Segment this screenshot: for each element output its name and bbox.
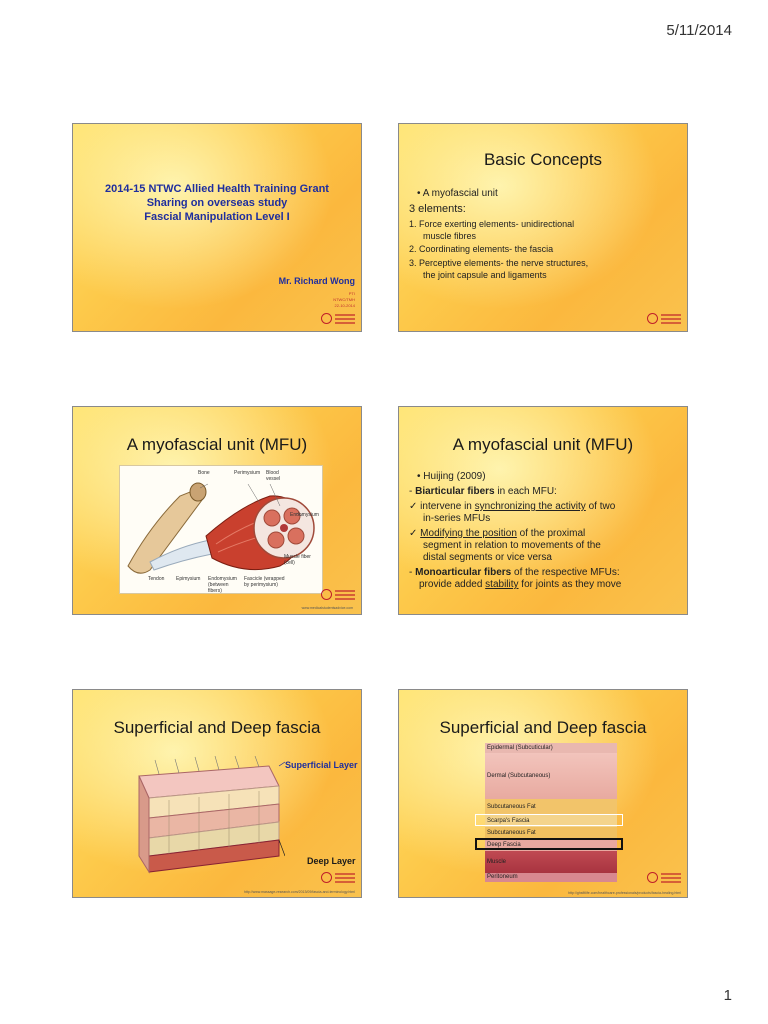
- slide-3-mfu-diagram: [72, 406, 362, 615]
- layer-epidermal: Epidermal (Subcuticular): [485, 743, 617, 753]
- slide-4-check-1: ✓ intervene in synchronizing the activity of two in-series MFUs: [409, 501, 616, 524]
- hospital-logo-icon: [647, 312, 681, 326]
- slide-4-content: [409, 471, 677, 594]
- slide-1-date: 22-10-2014: [334, 303, 355, 308]
- slide-1-line-1: 2014-15 NTWC Allied Health Training Grant: [105, 183, 329, 195]
- tissue-layers-illustration: [485, 743, 617, 882]
- slide-4-biarticular: - Biarticular fibers in each MFU:: [409, 486, 557, 497]
- layer-subcutaneous-fat-2: Subcutaneous Fat: [485, 827, 617, 839]
- slide-2-item-3: 3. Perceptive elements- the nerve structures, the joint capsule and ligaments: [409, 258, 589, 280]
- layer-deep-fascia: Deep Fascia: [485, 839, 617, 851]
- label-blood-vessel: Blood vessel: [266, 470, 281, 482]
- slide-2-item-1: 1. Force exerting elements- unidirectional muscle fibres: [409, 219, 575, 241]
- hospital-logo-icon: [321, 871, 355, 885]
- slide-1-title: [72, 123, 362, 332]
- layer-muscle: Muscle: [485, 851, 617, 873]
- slide-5-title: Superficial and Deep fascia: [113, 718, 321, 737]
- label-tendon: Tendon: [148, 576, 165, 582]
- slide-2-basic-concepts: [398, 123, 688, 332]
- muscle-anatomy-illustration: [119, 465, 323, 594]
- label-endomysium-right: Endomysium: [290, 512, 319, 518]
- label-epimysium: Epimysium: [176, 576, 201, 582]
- scarpas-highlight-box: [475, 814, 623, 826]
- layer-peritoneum: Peritoneum: [485, 873, 617, 882]
- slide-4-mfu-text: [398, 406, 688, 615]
- slide-2-sub: 3 elements:: [409, 203, 466, 215]
- label-bone: Bone: [198, 470, 210, 476]
- layer-scarpas-fascia: Scarpa's Fascia: [485, 815, 617, 827]
- deep-fascia-highlight-box: [475, 838, 623, 850]
- slide-3-title: A myofascial unit (MFU): [126, 435, 308, 454]
- slide-4-check-2: ✓ Modifying the position of the proximal segment in relation to movements of the distal segments or vice versa: [409, 528, 601, 563]
- label-endomysium-between: Endomysium (between fibers): [208, 576, 237, 594]
- slide-1-dept: NTWC/TMH: [333, 297, 355, 302]
- slide-6-source: http://ghsfitlife.com/healthcare-professionals/products/fascia-healing.html: [568, 891, 681, 895]
- slide-1-line-2: Sharing on overseas study: [146, 197, 288, 209]
- slide-5-source: http://www.massage-research.com/2013/09/fascia-and-terminology.html: [243, 890, 355, 894]
- hospital-logo-icon: [647, 871, 681, 885]
- superficial-layer-label: Superficial Layer: [285, 760, 358, 770]
- slide-4-title: A myofascial unit (MFU): [452, 435, 634, 454]
- deep-layer-label: Deep Layer: [307, 856, 356, 866]
- layer-dermal: Dermal (Subcutaneous): [485, 753, 617, 799]
- slide-1-heading: [73, 182, 361, 224]
- slide-4-huijing: • Huijing (2009): [417, 471, 486, 482]
- muscle-anatomy-drawing: [120, 466, 322, 593]
- label-perimysium: Perimysium: [234, 470, 261, 476]
- slide-2-bullet: • A myofascial unit: [417, 188, 498, 199]
- slide-6-title: Superficial and Deep fascia: [439, 718, 647, 737]
- slide-3-source: www.medicalstudentsadvice.com: [301, 606, 353, 610]
- hospital-logo-icon: [321, 312, 355, 326]
- slide-1-line-3: Fascial Manipulation Level I: [144, 211, 290, 223]
- label-fascicle: Fascicle (wrapped by perimysium): [244, 576, 285, 588]
- skin-cross-section-illustration: [129, 756, 285, 876]
- slide-2-content: [409, 188, 677, 284]
- slide-1-author: Mr. Richard Wong: [278, 276, 355, 286]
- slide-5-fascia-layers: [72, 689, 362, 898]
- page-number: 1: [723, 987, 732, 1004]
- slide-2-title: Basic Concepts: [483, 150, 603, 169]
- layer-subcutaneous-fat-1: Subcutaneous Fat: [485, 799, 617, 815]
- slide-2-item-2: 2. Coordinating elements- the fascia: [409, 244, 554, 254]
- slide-4-mono: - Monoarticular fibers of the respective MFUs: provide added stability for joints as they move: [409, 567, 622, 590]
- hospital-logo-icon: [321, 588, 355, 602]
- slide-1-role: PTI: [348, 291, 355, 296]
- slide-6-fascia-layers: [398, 689, 688, 898]
- print-date: 5/11/2014: [666, 22, 732, 39]
- label-muscle-fiber: Muscle fiber (cell): [284, 554, 311, 566]
